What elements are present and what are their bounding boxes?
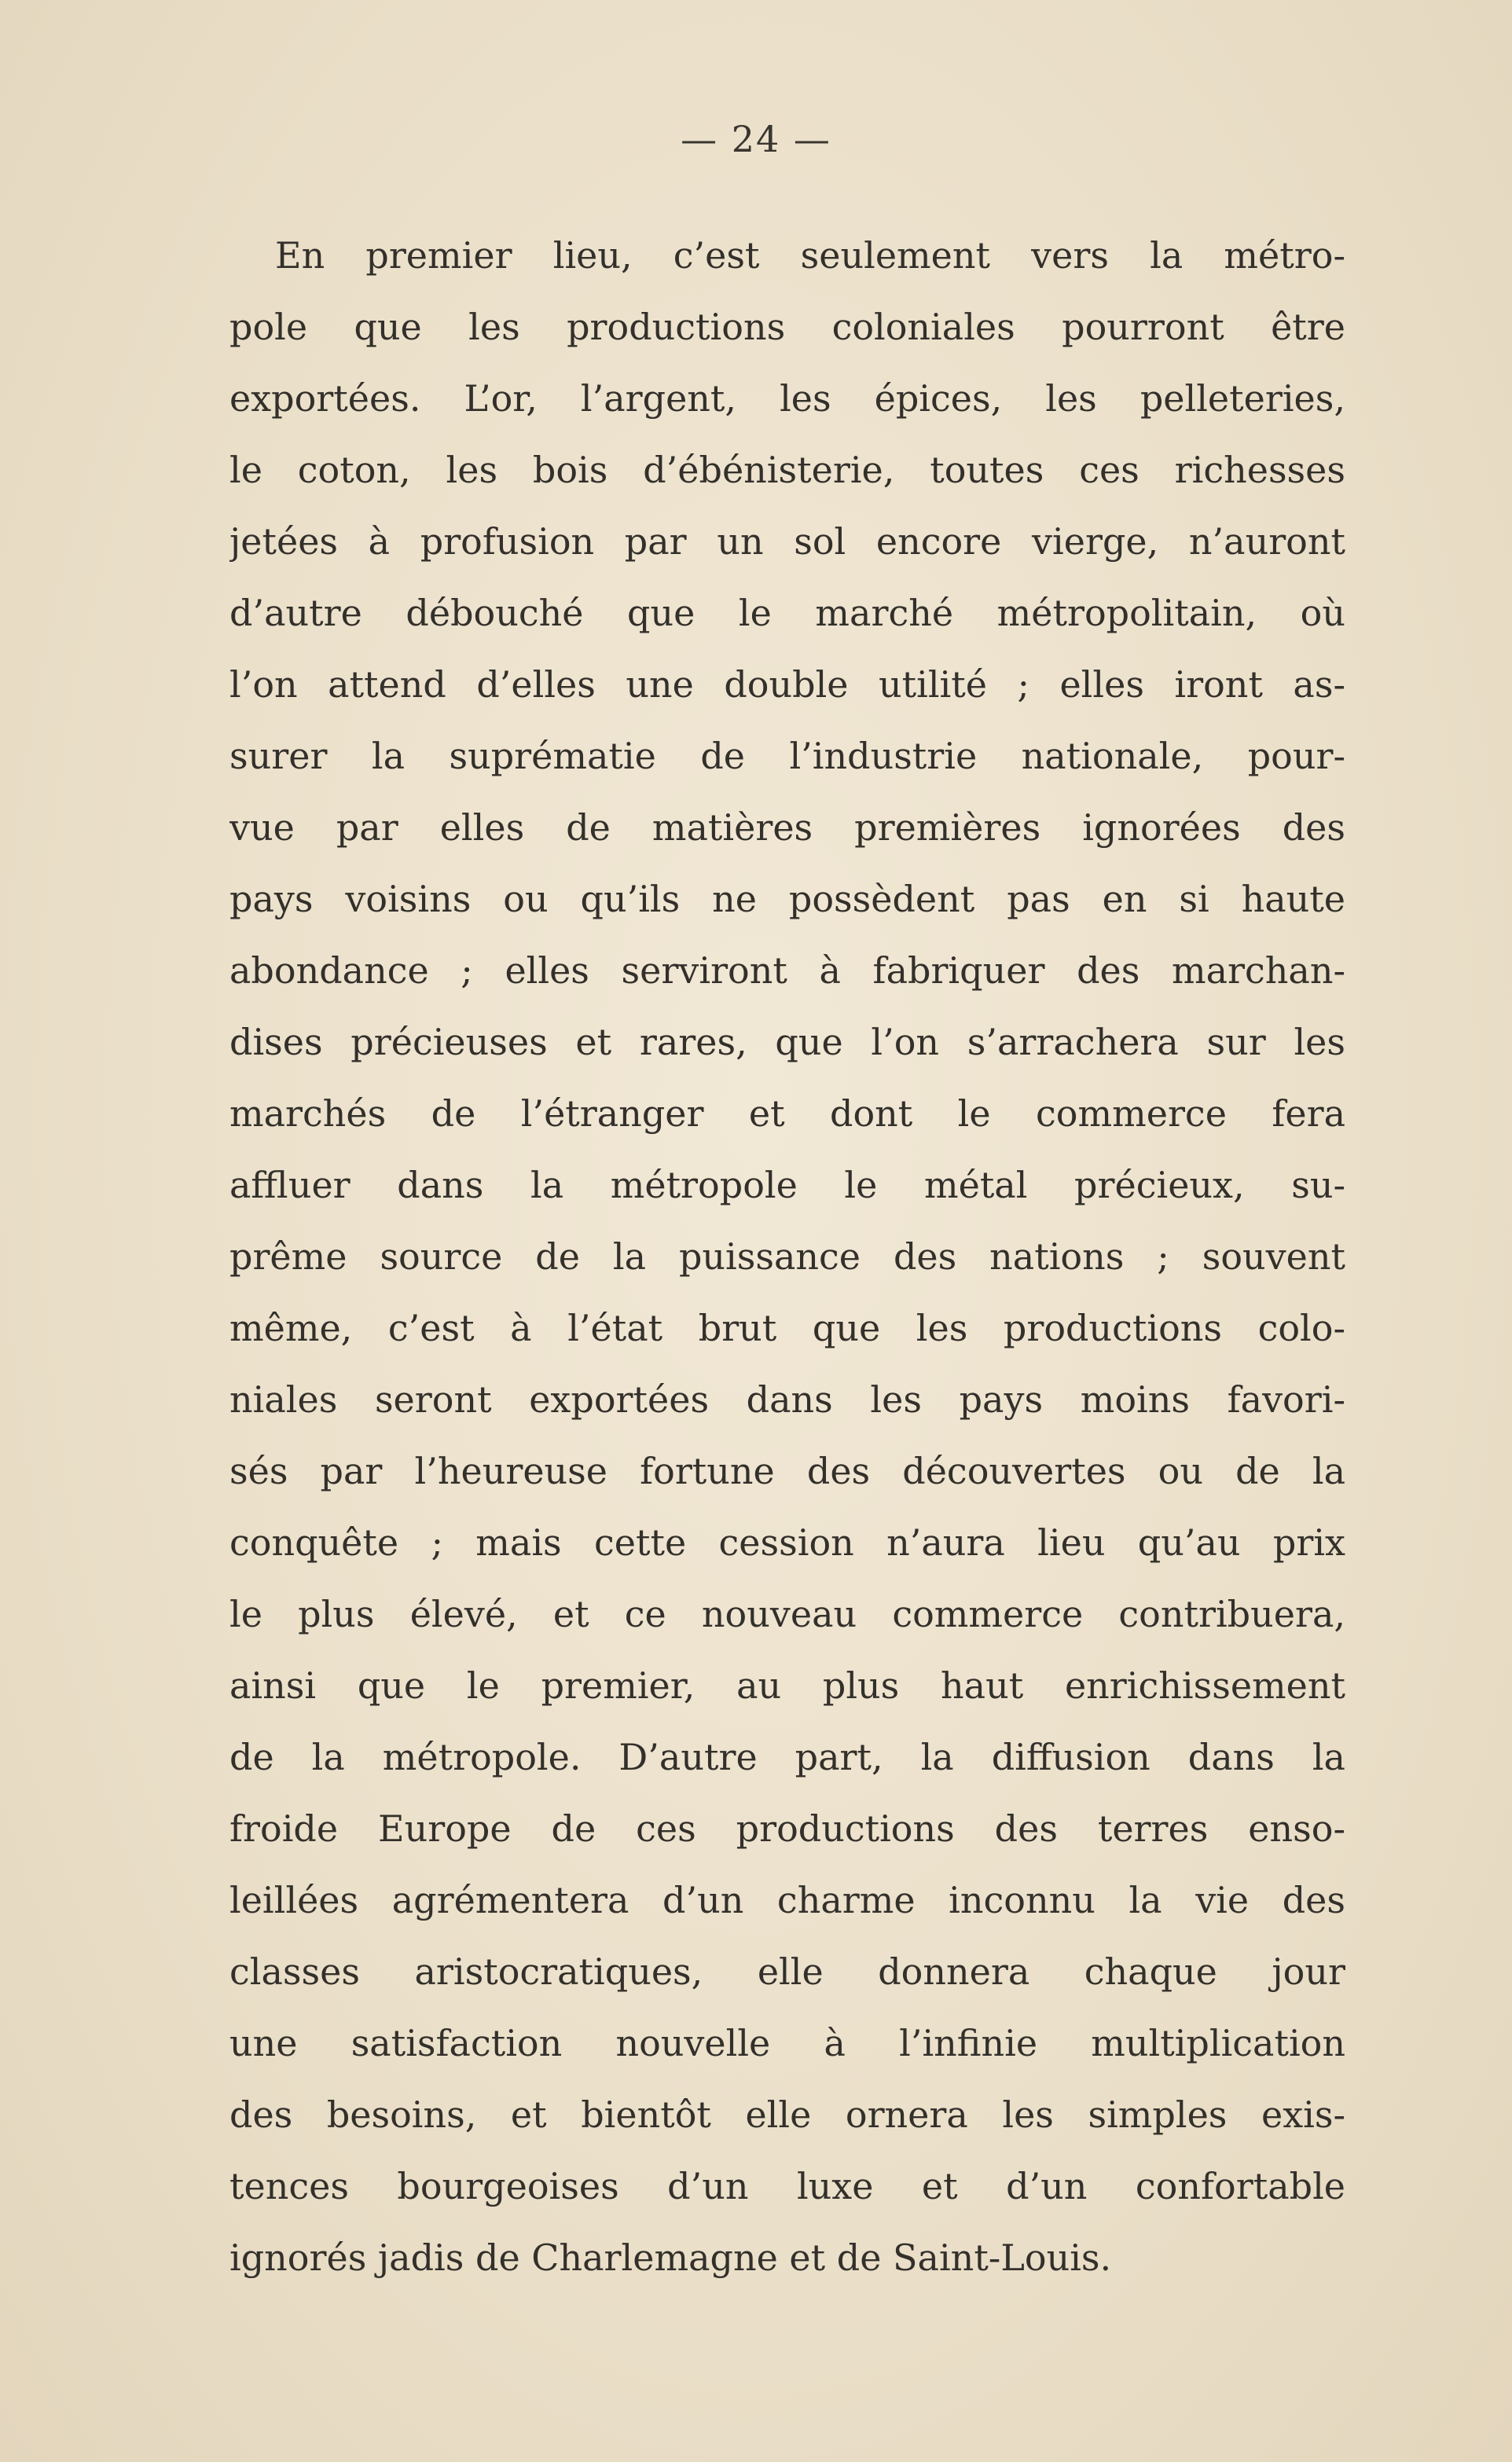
text-line: des besoins, et bientôt elle ornera les simples exis-	[229, 2093, 1345, 2136]
text-line: vue par elles de matières premières ignorées des	[229, 806, 1345, 849]
text-line: prême source de la puissance des nations ; souvent	[229, 1235, 1345, 1278]
text-line: marchés de l’étranger et dont le commerce fera	[229, 1092, 1345, 1135]
text-line: ainsi que le premier, au plus haut enrichissement	[229, 1664, 1345, 1707]
text-line: de la métropole. D’autre part, la diffusion dans la	[229, 1736, 1345, 1778]
text-line: dises précieuses et rares, que l’on s’arrachera sur les	[229, 1021, 1345, 1063]
text-line: affluer dans la métropole le métal précieux, su-	[229, 1164, 1345, 1206]
page-number: — 24 —	[681, 118, 831, 160]
text-line: abondance ; elles serviront à fabriquer des marchan-	[229, 949, 1345, 992]
text-line: même, c’est à l’état brut que les productions colo-	[229, 1307, 1345, 1349]
text-line: pays voisins ou qu’ils ne possèdent pas en si haute	[229, 878, 1345, 920]
text-line: leillées agrémentera d’un charme inconnu la vie des	[229, 1879, 1345, 1921]
text-line: tences bourgeoises d’un luxe et d’un confortable	[229, 2165, 1345, 2207]
text-line: niales seront exportées dans les pays moins favori-	[229, 1378, 1345, 1421]
text-line: sés par l’heureuse fortune des découvertes ou de la	[229, 1450, 1345, 1492]
text-line: pole que les productions coloniales pourront être	[229, 306, 1345, 348]
text-line: classes aristocratiques, elle donnera chaque jour	[229, 1950, 1345, 1993]
text-line: l’on attend d’elles une double utilité ; elles iront as-	[229, 663, 1345, 706]
text-line: jetées à profusion par un sol encore vierge, n’auront	[229, 520, 1345, 563]
text-line: conquête ; mais cette cession n’aura lieu qu’au prix	[229, 1521, 1345, 1564]
paragraph	[229, 220, 1345, 2294]
text-line: exportées. L’or, l’argent, les épices, les pelleteries,	[229, 377, 1345, 420]
text-line: surer la suprématie de l’industrie nationale, pour-	[229, 735, 1345, 777]
text-line: d’autre débouché que le marché métropolitain, où	[229, 592, 1345, 634]
text-line: le coton, les bois d’ébénisterie, toutes ces richesses	[229, 449, 1345, 491]
text-line: froide Europe de ces productions des terres enso-	[229, 1807, 1345, 1850]
text-line: En premier lieu, c’est seulement vers la métro-	[275, 234, 1345, 277]
text-line: le plus élevé, et ce nouveau commerce contribuera,	[229, 1593, 1345, 1635]
text-line: ignorés jadis de Charlemagne et de Saint-Louis.	[229, 2236, 1112, 2279]
text-line: une satisfaction nouvelle à l’infinie multiplication	[229, 2022, 1345, 2064]
